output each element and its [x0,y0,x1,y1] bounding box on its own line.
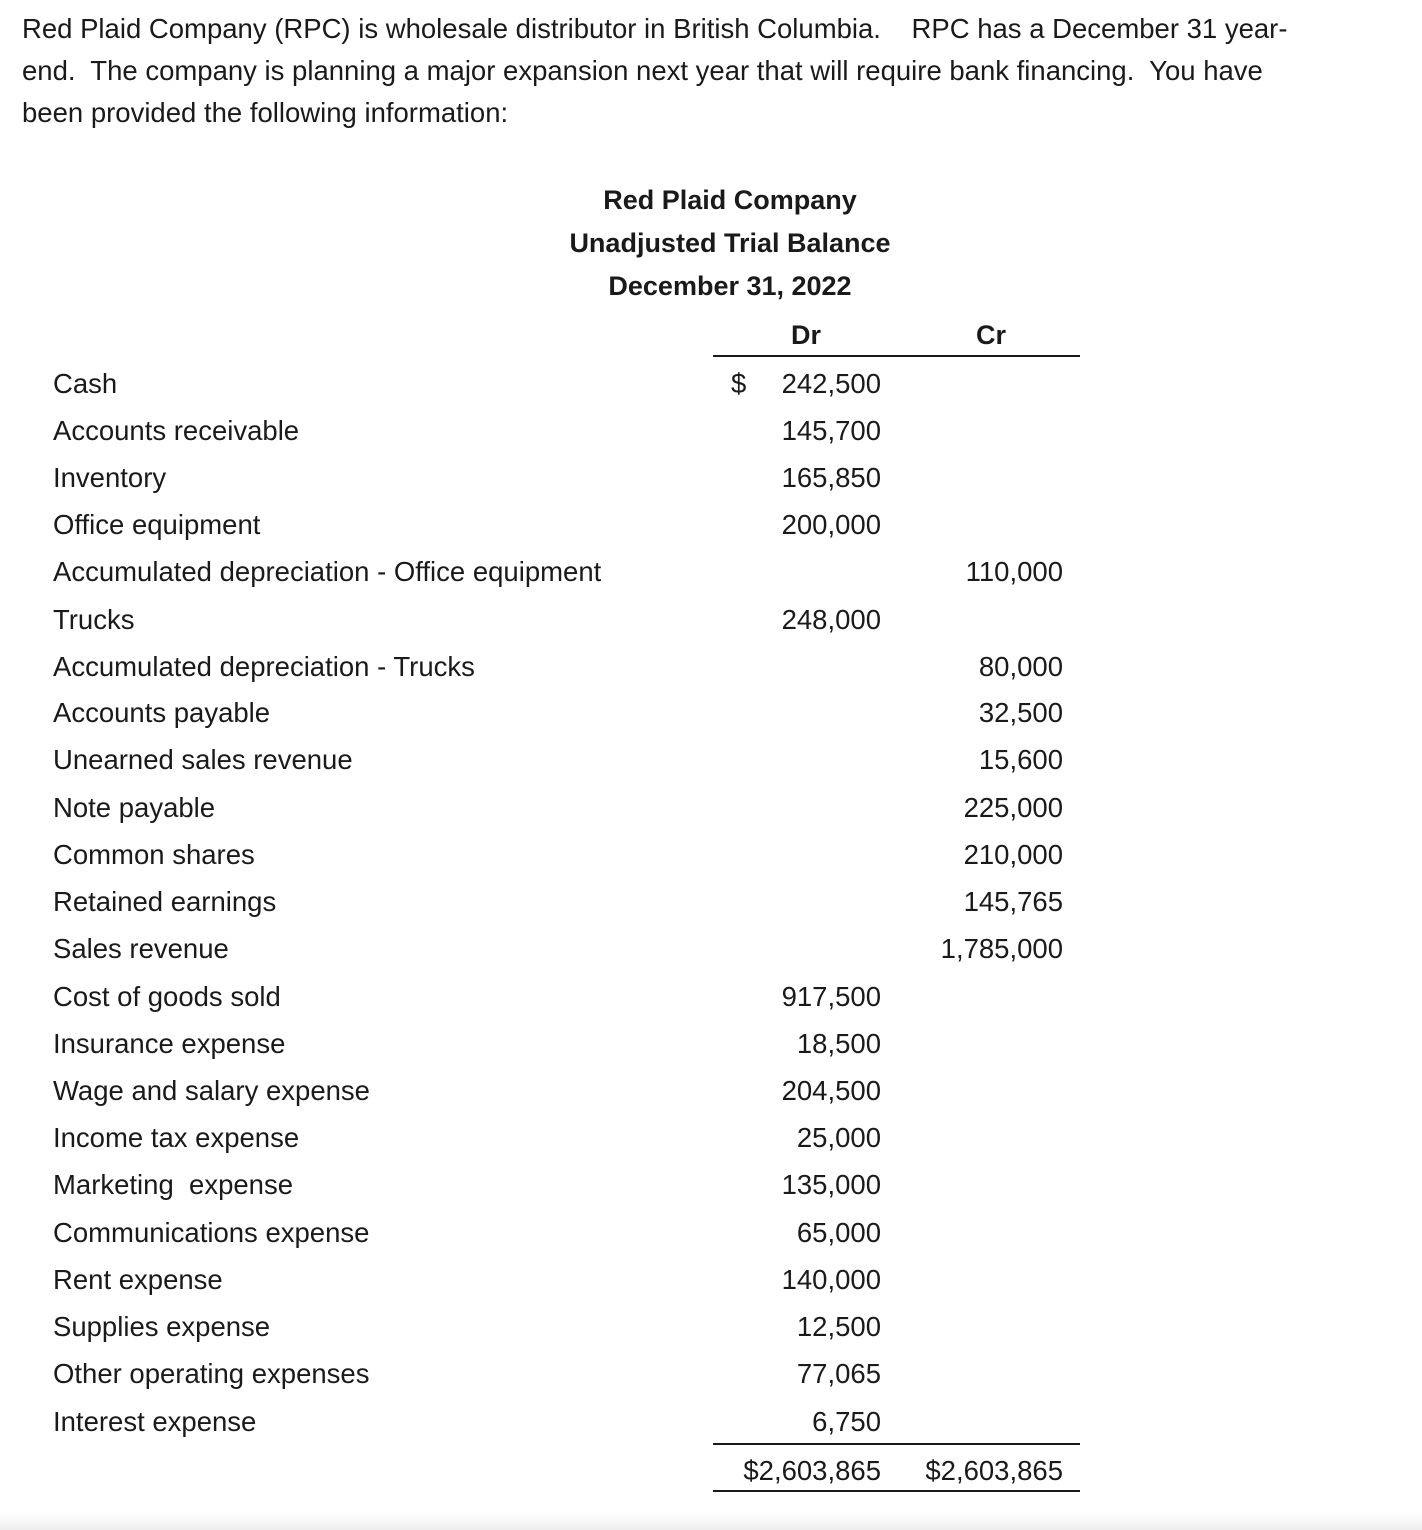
account-name: Cash [53,368,118,399]
debit-amount: 242,500 [781,368,881,399]
credit-amount: 32,500 [978,697,1063,728]
debit-amount: 248,000 [781,604,881,635]
statement-title: Unadjusted Trial Balance [569,228,891,258]
account-name: Cost of goods sold [53,981,281,1012]
table-row [0,552,1422,592]
table-row [0,600,1422,640]
credit-amount: 1,785,000 [940,933,1063,964]
account-name: Unearned sales revenue [53,744,353,775]
account-name: Office equipment [53,509,261,540]
account-name: Accumulated depreciation - Trucks [53,651,475,682]
credit-amount: 210,000 [963,839,1063,870]
page-edge-shade [0,1512,1422,1530]
account-name: Note payable [53,792,216,823]
total-rule [713,1443,1080,1445]
debit-amount: 25,000 [796,1122,881,1153]
table-row [0,647,1422,687]
table-row [0,1213,1422,1253]
debit-amount: 204,500 [781,1075,881,1106]
debit-amount: 12,500 [796,1311,881,1342]
account-name: Communications expense [53,1217,370,1248]
debit-amount: 140,000 [781,1264,881,1295]
table-row [0,977,1422,1017]
credit-amount: 110,000 [965,556,1063,587]
table-row [0,882,1422,922]
credit-total: $2,603,865 [925,1455,1063,1486]
account-name: Common shares [53,839,255,870]
account-name: Trucks [53,604,135,635]
account-name: Wage and salary expense [53,1075,370,1106]
account-name: Rent expense [53,1264,223,1295]
table-row [0,364,1422,404]
company-name: Red Plaid Company [603,185,857,215]
credit-amount: 15,600 [978,744,1063,775]
table-row [0,1118,1422,1158]
credit-amount: 225,000 [963,792,1063,823]
debit-column-header: Dr [790,320,821,350]
table-row [0,1260,1422,1300]
table-row [0,1071,1422,1111]
table-row [0,1307,1422,1347]
table-row [0,740,1422,780]
table-row [0,458,1422,498]
account-name: Other operating expenses [53,1358,370,1389]
table-row [0,1165,1422,1205]
debit-amount: 145,700 [781,415,881,446]
debit-amount: 65,000 [796,1217,881,1248]
account-name: Marketing expense [53,1169,293,1200]
table-row [0,411,1422,451]
debit-amount: 135,000 [781,1169,881,1200]
debit-amount: 77,065 [796,1358,881,1389]
table-row [0,929,1422,969]
credit-column-header: Cr [975,320,1006,350]
debit-amount: 6,750 [812,1406,881,1437]
table-row [0,788,1422,828]
account-name: Interest expense [53,1406,257,1437]
table-row [0,1024,1422,1064]
table-row [0,1354,1422,1394]
debit-total: $2,603,865 [743,1455,881,1486]
debit-amount: 200,000 [781,509,881,540]
account-name: Retained earnings [53,886,277,917]
account-name: Accounts payable [53,697,271,728]
debit-amount: 917,500 [781,981,881,1012]
table-row [0,1402,1422,1442]
debit-amount: 18,500 [796,1028,881,1059]
total-double-rule [713,1490,1080,1492]
totals-row [0,1451,1422,1491]
debit-amount: 165,850 [781,462,881,493]
intro-paragraph [22,8,1402,134]
account-name: Sales revenue [53,933,229,964]
credit-amount: 145,765 [963,886,1063,917]
account-name: Insurance expense [53,1028,286,1059]
credit-amount: 80,000 [978,651,1063,682]
intro-line-2: end. The company is planning a major expansion next year that will require bank financing. You have [22,55,1263,86]
intro-line-3: been provided the following information: [22,97,509,128]
statement-date: December 31, 2022 [608,271,852,301]
account-name: Inventory [53,462,167,493]
header-underline [713,355,1080,357]
table-row [0,505,1422,545]
table-row [0,693,1422,733]
account-name: Income tax expense [53,1122,300,1153]
intro-line-1: Red Plaid Company (RPC) is wholesale distributor in British Columbia. RPC has a December 31 year- [22,13,1288,44]
currency-symbol: $ [731,368,747,399]
account-name: Accounts receivable [53,415,300,446]
account-name: Supplies expense [53,1311,271,1342]
account-name: Accumulated depreciation - Office equipment [53,556,602,587]
table-row [0,835,1422,875]
